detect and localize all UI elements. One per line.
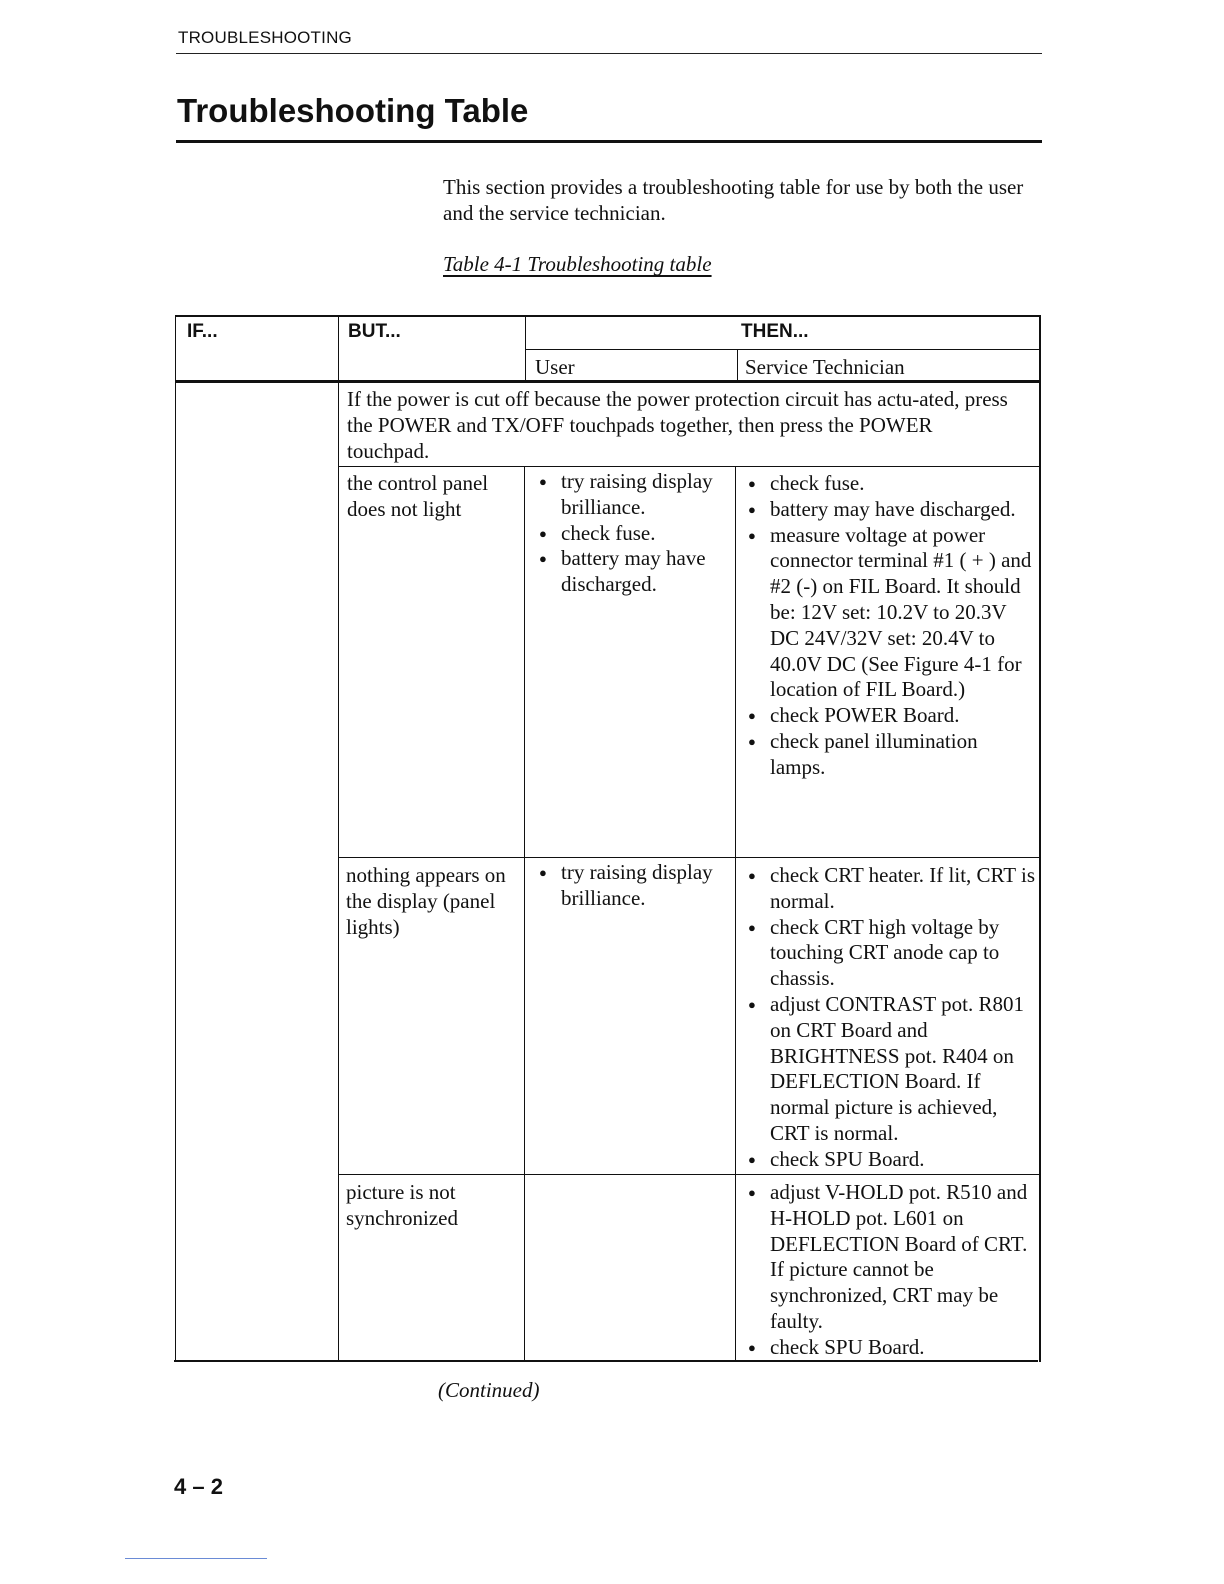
- then-divider-rule: [525, 349, 1041, 350]
- page-title: Troubleshooting Table: [177, 92, 529, 129]
- list-item: ● try raising display brilliance.: [537, 860, 733, 912]
- header-if: IF...: [187, 321, 218, 342]
- row1-service-list: [746, 471, 1038, 781]
- header-user: User: [535, 355, 575, 379]
- title-divider: [176, 140, 1042, 143]
- user-service-divider-header: [737, 349, 738, 383]
- list-item: ● check fuse.: [746, 471, 1038, 497]
- table-border-top: [176, 315, 1041, 317]
- list-item: ● check CRT heater. If lit, CRT is normal.: [746, 863, 1038, 915]
- table-border-left: [175, 315, 176, 1362]
- table-header-bottom-rule: [176, 380, 1041, 383]
- header-divider: [176, 53, 1042, 54]
- footer-divider: [125, 1558, 267, 1559]
- list-item: ● battery may have discharged.: [537, 546, 733, 598]
- header-service-technician: Service Technician: [745, 355, 905, 379]
- list-item: ● check panel illumination lamps.: [746, 729, 1038, 781]
- page-number: 4 – 2: [174, 1474, 223, 1499]
- but-user-divider-header: [525, 315, 526, 383]
- running-header: TROUBLESHOOTING: [178, 28, 352, 47]
- power-protection-note: If the power is cut off because the power protection circuit has actu-ated, press the POWER and TX/OFF touchpads together, then press the POWER touchpad.: [347, 387, 1008, 463]
- list-item: ● check POWER Board.: [746, 703, 1038, 729]
- list-item: ● battery may have discharged.: [746, 497, 1038, 523]
- but-user-divider-body: [524, 466, 525, 1362]
- row2-bottom-rule: [338, 1174, 1041, 1175]
- list-item: ● check SPU Board.: [746, 1335, 1038, 1361]
- row2-service-list: [746, 863, 1038, 1173]
- list-item: ● check CRT high voltage by touching CRT anode cap to chassis.: [746, 915, 1038, 992]
- row3-service-list: [746, 1180, 1038, 1361]
- list-item: ● try raising display brilliance.: [537, 469, 733, 521]
- intro-paragraph: This section provides a troubleshooting table for use by both the user and the service technician.: [443, 175, 1024, 225]
- list-item: ● adjust CONTRAST pot. R801 on CRT Board and BRIGHTNESS pot. R404 on DEFLECTION Board. If normal picture is achieved, CRT is normal.: [746, 992, 1038, 1147]
- if-but-divider: [338, 315, 339, 1362]
- note-bottom-rule: [338, 466, 1041, 467]
- list-item: ● measure voltage at power connector terminal #1 ( + ) and #2 (-) on FIL Board. It should be: 12V set: 10.2V to 20.3V DC 24V/32V set: 20.4V to 40.0V DC (See Figure 4-1 for location of FIL Board.): [746, 523, 1038, 704]
- table-caption: Table 4-1 Troubleshooting table: [443, 252, 712, 276]
- row2-but: nothing appears on the display (panel lights): [346, 863, 506, 939]
- list-item: ● check fuse.: [537, 521, 733, 547]
- header-then: THEN...: [741, 321, 809, 342]
- row2-user-list: [537, 860, 733, 912]
- header-but: BUT...: [348, 321, 401, 342]
- row1-but: the control panel does not light: [347, 471, 489, 521]
- list-item: ● check SPU Board.: [746, 1147, 1038, 1173]
- list-item: ● adjust V-HOLD pot. R510 and H-HOLD pot. L601 on DEFLECTION Board of CRT. If picture cannot be synchronized, CRT may be faulty.: [746, 1180, 1038, 1335]
- row3-but: picture is not synchronized: [346, 1180, 458, 1230]
- continued-note: (Continued): [438, 1378, 540, 1402]
- row1-user-list: [537, 469, 733, 598]
- table-border-right: [1039, 315, 1041, 1362]
- row1-bottom-rule: [338, 857, 1041, 858]
- user-service-divider-body: [735, 466, 736, 1362]
